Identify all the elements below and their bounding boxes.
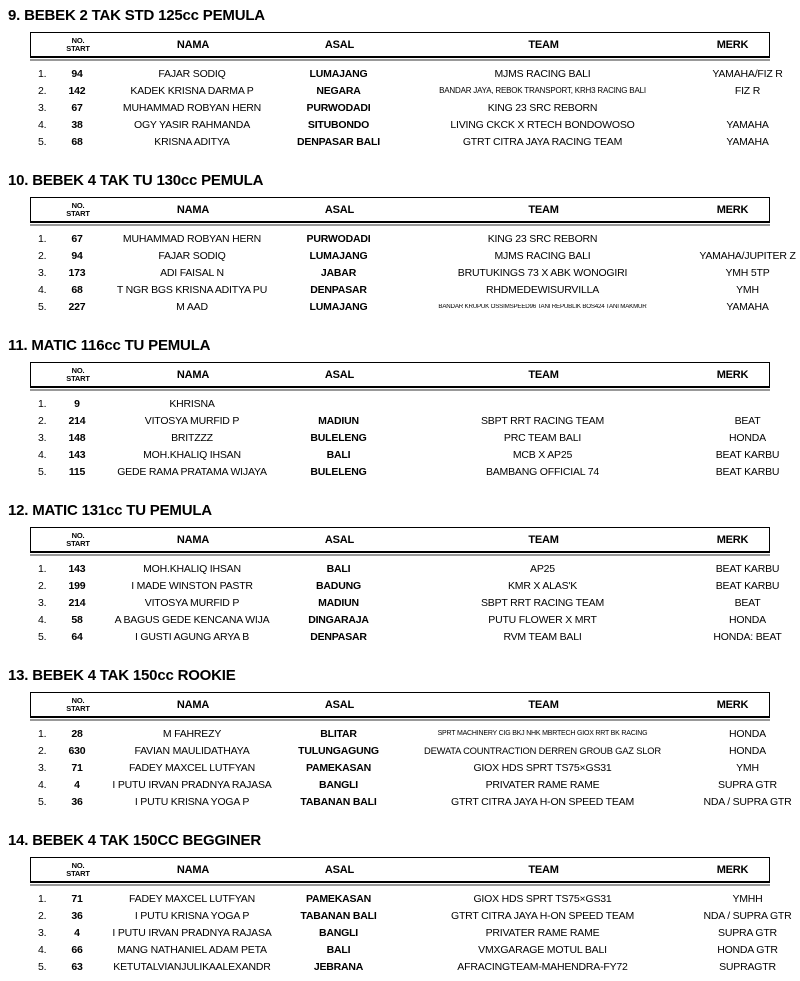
start-number: 94 bbox=[71, 249, 83, 262]
brand: BEAT KARBU bbox=[715, 563, 780, 574]
start-number: 148 bbox=[68, 431, 86, 444]
row-number: 2. bbox=[38, 744, 47, 757]
section-title: 14. BEBEK 4 TAK 150CC BEGGINER bbox=[8, 832, 261, 849]
table-rows bbox=[0, 65, 800, 150]
start-label: START bbox=[66, 373, 90, 383]
header-cell-team: TEAM bbox=[528, 368, 559, 381]
start-number: 68 bbox=[71, 135, 83, 148]
rider-name: BRITZZZ bbox=[171, 432, 213, 443]
header-underline bbox=[30, 719, 770, 721]
team-name: PUTU FLOWER X MRT bbox=[488, 614, 597, 625]
start-number: 71 bbox=[71, 892, 83, 905]
row-number: 4. bbox=[38, 943, 47, 956]
brand: NDA / SUPRA GTR bbox=[703, 910, 792, 921]
table-header bbox=[30, 527, 770, 553]
team-name: PRIVATER RAME RAME bbox=[485, 779, 600, 790]
table-row bbox=[30, 264, 800, 281]
table-rows bbox=[0, 725, 800, 810]
row-number: 3. bbox=[38, 761, 47, 774]
team-name: BRUTUKINGS 73 X ABK WONOGIRI bbox=[457, 267, 628, 278]
rider-name: FAJAR SODIQ bbox=[158, 250, 226, 261]
table-header bbox=[30, 197, 770, 223]
table-row bbox=[30, 82, 800, 99]
brand: NDA / SUPRA GTR bbox=[703, 796, 792, 807]
team-name: VMXGARAGE MOTUL BALI bbox=[478, 944, 607, 955]
team-name: RHDMEDEWISURVILLA bbox=[485, 284, 600, 295]
table-row bbox=[30, 281, 800, 298]
rider-name: I PUTU IRVAN PRADNYA RAJASA bbox=[112, 779, 272, 790]
team-name: DEWATA COUNTRACTION DERREN GROUB GAZ SLOR bbox=[424, 746, 661, 756]
rider-name: VITOSYA MURFID P bbox=[144, 597, 240, 608]
rider-name: FAJAR SODIQ bbox=[158, 68, 226, 79]
origin: TABANAN BALI bbox=[300, 795, 377, 808]
race-class-section bbox=[0, 667, 800, 811]
start-number: 58 bbox=[71, 613, 83, 626]
origin: LUMAJANG bbox=[309, 67, 368, 80]
origin: BALI bbox=[326, 943, 351, 956]
header-underline bbox=[30, 389, 770, 391]
header-cell-no-start bbox=[58, 862, 98, 879]
row-number: 5. bbox=[38, 960, 47, 973]
row-number: 5. bbox=[38, 630, 47, 643]
origin: PAMEKASAN bbox=[305, 892, 372, 905]
origin: DENPASAR bbox=[310, 283, 367, 296]
table-row bbox=[30, 628, 800, 645]
brand: BEAT KARBU bbox=[715, 466, 780, 477]
brand: BEAT KARBU bbox=[715, 449, 780, 460]
start-number: 143 bbox=[68, 448, 86, 461]
table-row bbox=[30, 793, 800, 810]
table-row bbox=[30, 941, 800, 958]
origin: MADIUN bbox=[318, 414, 359, 427]
no-label: NO. bbox=[71, 365, 85, 375]
header-cell-nama: NAMA bbox=[176, 38, 210, 51]
rider-name: FADEY MAXCEL LUTFYAN bbox=[129, 762, 255, 773]
header-cell-team: TEAM bbox=[528, 203, 559, 216]
origin: BANGLI bbox=[318, 926, 359, 939]
row-number: 1. bbox=[38, 727, 47, 740]
team-name: GIOX HDS SPRT TS75×GS31 bbox=[473, 893, 612, 904]
start-number: 227 bbox=[68, 300, 86, 313]
start-number: 94 bbox=[71, 67, 83, 80]
brand: YMHH bbox=[732, 893, 763, 904]
origin: PURWODADI bbox=[306, 232, 371, 245]
header-underline bbox=[30, 554, 770, 556]
rider-name: ADI FAISAL N bbox=[160, 267, 224, 278]
rider-name: I GUSTI AGUNG ARYA B bbox=[134, 631, 250, 642]
team-name: PRC TEAM BALI bbox=[503, 432, 582, 443]
no-label: NO. bbox=[71, 530, 85, 540]
no-label: NO. bbox=[71, 860, 85, 870]
team-name: MCB X AP25 bbox=[512, 449, 573, 460]
header-cell-asal: ASAL bbox=[324, 38, 355, 51]
brand: HONDA: BEAT bbox=[713, 631, 782, 642]
row-number: 3. bbox=[38, 926, 47, 939]
table-row bbox=[30, 776, 800, 793]
table-row bbox=[30, 958, 800, 975]
row-number: 3. bbox=[38, 266, 47, 279]
team-name: GTRT CITRA JAYA H-ON SPEED TEAM bbox=[450, 796, 635, 807]
table-row bbox=[30, 725, 800, 742]
brand: YAMAHA/JUPITER Z bbox=[699, 250, 796, 261]
start-number: 142 bbox=[68, 84, 86, 97]
rider-name: MOH.KHALIQ IHSAN bbox=[143, 449, 241, 460]
brand: YMH bbox=[736, 762, 759, 773]
header-cell-asal: ASAL bbox=[324, 698, 355, 711]
header-cell-nama: NAMA bbox=[176, 863, 210, 876]
section-title: 9. BEBEK 2 TAK STD 125cc PEMULA bbox=[8, 7, 265, 24]
header-cell-no-start bbox=[58, 37, 98, 54]
team-name: KING 23 SRC REBORN bbox=[487, 102, 598, 113]
origin: JABAR bbox=[320, 266, 357, 279]
brand: YAMAHA bbox=[726, 136, 769, 147]
header-cell-nama: NAMA bbox=[176, 533, 210, 546]
no-label: NO. bbox=[71, 35, 85, 45]
start-number: 9 bbox=[74, 397, 80, 410]
rider-name: KHRISNA bbox=[169, 398, 215, 409]
start-number: 4 bbox=[74, 778, 80, 791]
table-row bbox=[30, 65, 800, 82]
team-name: GIOX HDS SPRT TS75×GS31 bbox=[473, 762, 612, 773]
no-label: NO. bbox=[71, 200, 85, 210]
header-cell-team: TEAM bbox=[528, 533, 559, 546]
header-cell-asal: ASAL bbox=[324, 533, 355, 546]
header-cell-team: TEAM bbox=[528, 698, 559, 711]
team-name: MJMS RACING BALI bbox=[494, 68, 591, 79]
row-number: 5. bbox=[38, 135, 47, 148]
brand: HONDA bbox=[729, 745, 766, 756]
start-number: 66 bbox=[71, 943, 83, 956]
header-cell-nama: NAMA bbox=[176, 698, 210, 711]
origin: DENPASAR BALI bbox=[297, 135, 380, 148]
header-cell-no-start bbox=[58, 367, 98, 384]
brand: YAMAHA/FIZ R bbox=[712, 68, 783, 79]
start-number: 4 bbox=[74, 926, 80, 939]
table-row bbox=[30, 99, 800, 116]
start-number: 36 bbox=[71, 795, 83, 808]
row-number: 3. bbox=[38, 596, 47, 609]
origin: BALI bbox=[326, 562, 351, 575]
rider-name: MUHAMMAD ROBYAN HERN bbox=[122, 102, 262, 113]
table-row bbox=[30, 611, 800, 628]
table-row bbox=[30, 247, 800, 264]
brand: SUPRA GTR bbox=[718, 779, 777, 790]
origin: BLITAR bbox=[320, 727, 357, 740]
section-title: 10. BEBEK 4 TAK TU 130cc PEMULA bbox=[8, 172, 264, 189]
table-row bbox=[30, 924, 800, 941]
table-header bbox=[30, 857, 770, 883]
origin: TABANAN BALI bbox=[300, 909, 377, 922]
header-underline bbox=[30, 59, 770, 61]
start-number: 115 bbox=[68, 465, 86, 478]
race-class-section bbox=[0, 832, 800, 976]
team-name: SBPT RRT RACING TEAM bbox=[481, 597, 604, 608]
team-name: BAMBANG OFFICIAL 74 bbox=[485, 466, 600, 477]
row-number: 5. bbox=[38, 465, 47, 478]
start-number: 28 bbox=[71, 727, 83, 740]
start-label: START bbox=[66, 208, 90, 218]
table-row bbox=[30, 577, 800, 594]
team-name: AFRACINGTEAM-MAHENDRA-FY72 bbox=[457, 961, 628, 972]
brand: FIZ R bbox=[734, 85, 761, 96]
table-row bbox=[30, 446, 800, 463]
race-class-section bbox=[0, 172, 800, 316]
team-name: AP25 bbox=[530, 563, 555, 574]
team-name: SPRT MACHINERY CIG BKJ NHK MBRTECH GIOX RRT BK RACING bbox=[437, 730, 648, 738]
origin: NEGARA bbox=[316, 84, 361, 97]
row-number: 3. bbox=[38, 431, 47, 444]
brand: HONDA bbox=[729, 614, 766, 625]
table-row bbox=[30, 429, 800, 446]
start-number: 67 bbox=[71, 101, 83, 114]
start-label: START bbox=[66, 703, 90, 713]
header-cell-merk: MERK bbox=[716, 698, 749, 711]
origin: SITUBONDO bbox=[307, 118, 370, 131]
header-cell-asal: ASAL bbox=[324, 368, 355, 381]
table-row bbox=[30, 463, 800, 480]
origin: BANGLI bbox=[318, 778, 359, 791]
header-cell-merk: MERK bbox=[716, 863, 749, 876]
header-cell-no-start bbox=[58, 697, 98, 714]
header-cell-nama: NAMA bbox=[176, 203, 210, 216]
start-number: 64 bbox=[71, 630, 83, 643]
team-name: GTRT CITRA JAYA RACING TEAM bbox=[462, 136, 623, 147]
rider-name: T NGR BGS KRISNA ADITYA PU bbox=[116, 284, 268, 295]
header-cell-merk: MERK bbox=[716, 38, 749, 51]
rider-name: I PUTU IRVAN PRADNYA RAJASA bbox=[112, 927, 272, 938]
row-number: 2. bbox=[38, 909, 47, 922]
no-label: NO. bbox=[71, 695, 85, 705]
start-number: 68 bbox=[71, 283, 83, 296]
row-number: 5. bbox=[38, 795, 47, 808]
brand: SUPRA GTR bbox=[718, 927, 777, 938]
row-number: 1. bbox=[38, 892, 47, 905]
row-number: 2. bbox=[38, 249, 47, 262]
rider-name: KADEK KRISNA DARMA P bbox=[130, 85, 254, 96]
rider-name: I MADE WINSTON PASTR bbox=[131, 580, 253, 591]
start-number: 214 bbox=[68, 414, 86, 427]
origin: DINGARAJA bbox=[308, 613, 369, 626]
rider-name: FAVIAN MAULIDATHAYA bbox=[134, 745, 250, 756]
table-row bbox=[30, 230, 800, 247]
table-row bbox=[30, 133, 800, 150]
team-name: RVM TEAM BALI bbox=[503, 631, 582, 642]
row-number: 1. bbox=[38, 67, 47, 80]
row-number: 4. bbox=[38, 448, 47, 461]
start-number: 630 bbox=[68, 744, 86, 757]
table-row bbox=[30, 907, 800, 924]
team-name: KING 23 SRC REBORN bbox=[487, 233, 598, 244]
team-name: GTRT CITRA JAYA H-ON SPEED TEAM bbox=[450, 910, 635, 921]
section-title: 11. MATIC 116cc TU PEMULA bbox=[8, 337, 211, 354]
rider-name: GEDE RAMA PRATAMA WIJAYA bbox=[117, 466, 267, 477]
start-number: 67 bbox=[71, 232, 83, 245]
origin: BADUNG bbox=[316, 579, 361, 592]
team-name: LIVING CKCK X RTECH BONDOWOSO bbox=[450, 119, 635, 130]
table-row bbox=[30, 594, 800, 611]
origin: TULUNGAGUNG bbox=[298, 744, 379, 757]
section-title: 13. BEBEK 4 TAK 150cc ROOKIE bbox=[8, 667, 236, 684]
start-number: 38 bbox=[71, 118, 83, 131]
header-cell-asal: ASAL bbox=[324, 203, 355, 216]
start-number: 199 bbox=[68, 579, 86, 592]
brand: YAMAHA bbox=[726, 119, 769, 130]
table-row bbox=[30, 116, 800, 133]
brand: BEAT KARBU bbox=[715, 580, 780, 591]
rider-name: A BAGUS GEDE KENCANA WIJA bbox=[114, 614, 270, 625]
team-name: BANDAR JAYA, REBOK TRANSPORT, KRH3 RACING BALI bbox=[439, 86, 646, 95]
team-name: SBPT RRT RACING TEAM bbox=[481, 415, 604, 426]
header-cell-team: TEAM bbox=[528, 38, 559, 51]
brand: YMH 5TP bbox=[725, 267, 770, 278]
table-row bbox=[30, 759, 800, 776]
header-cell-merk: MERK bbox=[716, 368, 749, 381]
origin: MADIUN bbox=[318, 596, 359, 609]
start-number: 143 bbox=[68, 562, 86, 575]
origin: LUMAJANG bbox=[309, 300, 368, 313]
row-number: 5. bbox=[38, 300, 47, 313]
header-cell-nama: NAMA bbox=[176, 368, 210, 381]
header-cell-no-start bbox=[58, 532, 98, 549]
rider-name: VITOSYA MURFID P bbox=[144, 415, 240, 426]
race-class-section bbox=[0, 7, 800, 151]
origin: LUMAJANG bbox=[309, 249, 368, 262]
table-row bbox=[30, 395, 800, 412]
start-number: 214 bbox=[68, 596, 86, 609]
table-header bbox=[30, 362, 770, 388]
brand: YAMAHA bbox=[726, 301, 769, 312]
rider-name: I PUTU KRISNA YOGA P bbox=[134, 796, 250, 807]
table-row bbox=[30, 890, 800, 907]
table-rows bbox=[0, 890, 800, 975]
header-cell-merk: MERK bbox=[716, 533, 749, 546]
start-number: 63 bbox=[71, 960, 83, 973]
row-number: 4. bbox=[38, 778, 47, 791]
header-underline bbox=[30, 884, 770, 886]
start-number: 36 bbox=[71, 909, 83, 922]
start-label: START bbox=[66, 868, 90, 878]
start-number: 71 bbox=[71, 761, 83, 774]
rider-name: MOH.KHALIQ IHSAN bbox=[143, 563, 241, 574]
rider-name: OGY YASIR RAHMANDA bbox=[133, 119, 250, 130]
origin: PAMEKASAN bbox=[305, 761, 372, 774]
row-number: 2. bbox=[38, 84, 47, 97]
brand: YMH bbox=[736, 284, 759, 295]
table-row bbox=[30, 742, 800, 759]
table-row bbox=[30, 412, 800, 429]
team-name: MJMS RACING BALI bbox=[494, 250, 591, 261]
origin: PURWODADI bbox=[306, 101, 371, 114]
start-label: START bbox=[66, 538, 90, 548]
brand: HONDA bbox=[729, 728, 766, 739]
brand: HONDA bbox=[729, 432, 766, 443]
race-class-section bbox=[0, 502, 800, 646]
header-cell-team: TEAM bbox=[528, 863, 559, 876]
team-name: PRIVATER RAME RAME bbox=[485, 927, 600, 938]
table-rows bbox=[0, 560, 800, 645]
row-number: 1. bbox=[38, 562, 47, 575]
rider-name: MUHAMMAD ROBYAN HERN bbox=[122, 233, 262, 244]
race-class-section bbox=[0, 337, 800, 481]
header-underline bbox=[30, 224, 770, 226]
header-cell-no-start bbox=[58, 202, 98, 219]
rider-name: KRISNA ADITYA bbox=[154, 136, 230, 147]
table-row bbox=[30, 298, 800, 315]
header-cell-asal: ASAL bbox=[324, 863, 355, 876]
table-row bbox=[30, 560, 800, 577]
brand: BEAT bbox=[734, 597, 761, 608]
start-number: 173 bbox=[68, 266, 86, 279]
rider-name: I PUTU KRISNA YOGA P bbox=[134, 910, 250, 921]
row-number: 1. bbox=[38, 397, 47, 410]
rider-name: M AAD bbox=[176, 301, 208, 312]
row-number: 4. bbox=[38, 283, 47, 296]
origin: JEBRANA bbox=[313, 960, 364, 973]
table-rows bbox=[0, 395, 800, 480]
table-rows bbox=[0, 230, 800, 315]
brand: BEAT bbox=[734, 415, 761, 426]
origin: BULELENG bbox=[310, 465, 367, 478]
rider-name: MANG NATHANIEL ADAM PETA bbox=[117, 944, 267, 955]
brand: HONDA GTR bbox=[717, 944, 778, 955]
rider-name: FADEY MAXCEL LUTFYAN bbox=[129, 893, 255, 904]
row-number: 4. bbox=[38, 613, 47, 626]
rider-name: KETUTALVIANJULIKAALEXANDR bbox=[113, 961, 271, 972]
header-cell-merk: MERK bbox=[716, 203, 749, 216]
row-number: 2. bbox=[38, 579, 47, 592]
section-title: 12. MATIC 131cc TU PEMULA bbox=[8, 502, 212, 519]
start-label: START bbox=[66, 43, 90, 53]
team-name: BANDAR KRUPUK OSSIMSPEED96 TANI REPUBLIK BOS424 TANI MAKMUR bbox=[438, 303, 647, 310]
origin: BULELENG bbox=[310, 431, 367, 444]
table-header bbox=[30, 692, 770, 718]
row-number: 1. bbox=[38, 232, 47, 245]
rider-name: M FAHREZY bbox=[162, 728, 222, 739]
brand: SUPRAGTR bbox=[719, 961, 776, 972]
row-number: 3. bbox=[38, 101, 47, 114]
team-name: KMR X ALAS'K bbox=[507, 580, 578, 591]
origin: BALI bbox=[326, 448, 351, 461]
origin: DENPASAR bbox=[310, 630, 367, 643]
row-number: 2. bbox=[38, 414, 47, 427]
row-number: 4. bbox=[38, 118, 47, 131]
table-header bbox=[30, 32, 770, 58]
